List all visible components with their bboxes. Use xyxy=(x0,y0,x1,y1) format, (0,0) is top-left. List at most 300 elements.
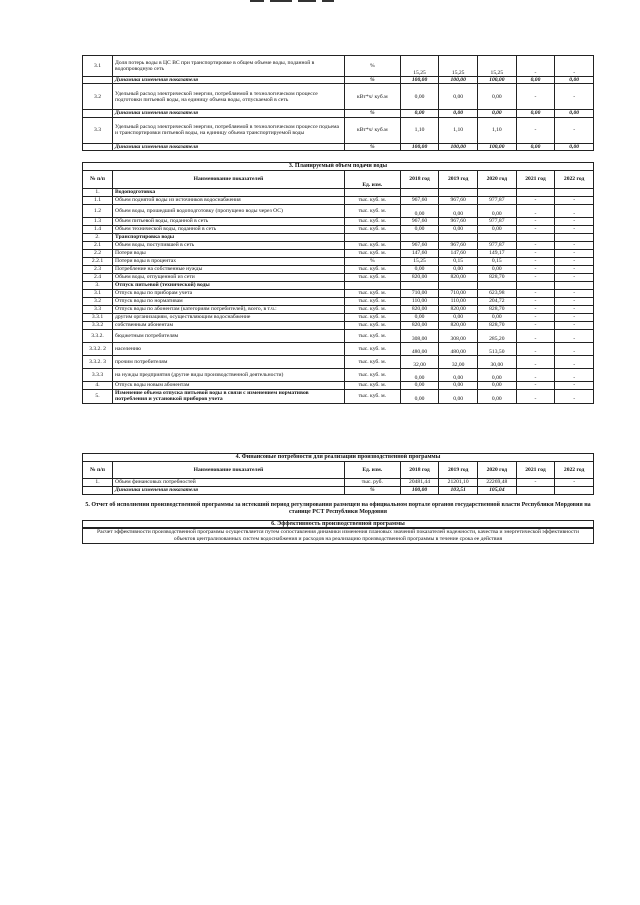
row-number: 2.2.1 xyxy=(83,258,113,266)
row-number: 3.1 xyxy=(83,56,113,77)
value-cell: 0,00 xyxy=(400,390,439,404)
value-cell: 0,00 xyxy=(477,205,516,218)
row-name: Динамика изменения показателя xyxy=(113,143,345,150)
row-number: 1.1 xyxy=(83,197,113,205)
group-row xyxy=(83,189,594,197)
value-cell: 0,15 xyxy=(439,258,478,266)
value-cell xyxy=(477,282,516,290)
value-cell xyxy=(516,487,555,495)
value-cell: 149,17 xyxy=(477,250,516,258)
value-cell: - xyxy=(516,306,555,314)
table-row xyxy=(83,226,594,234)
table-row xyxy=(83,306,594,314)
value-cell xyxy=(516,189,555,197)
header-year: 2018 год xyxy=(400,171,439,189)
value-cell: - xyxy=(516,117,555,143)
value-cell: 820,00 xyxy=(400,322,439,330)
value-cell: 710,00 xyxy=(400,290,439,298)
value-cell xyxy=(400,282,439,290)
value-cell xyxy=(516,282,555,290)
value-cell: - xyxy=(516,479,555,487)
value-cell: 977,87 xyxy=(477,242,516,250)
section5-notice: 5. Отчет об исполнении производственной программы за истекший период регулирования размещен на официальном портале органов государственной власти Республики Мордовия на станице РСТ Республики Мордовия xyxy=(85,502,591,515)
table-row xyxy=(83,84,594,110)
value-cell: 0,00 xyxy=(516,143,555,150)
row-unit: тыс. куб. м. xyxy=(344,226,400,234)
row-unit: тыс. куб. м. xyxy=(344,356,400,369)
value-cell: 820,00 xyxy=(439,306,478,314)
value-cell: - xyxy=(516,242,555,250)
value-cell: 0,00 xyxy=(477,369,516,382)
value-cell: 0,00 xyxy=(516,77,555,84)
table-row xyxy=(83,117,594,143)
value-cell: - xyxy=(555,306,594,314)
value-cell: - xyxy=(516,356,555,369)
row-unit: кВт*ч/ куб.м xyxy=(344,84,400,110)
value-cell: 15,25 xyxy=(439,56,478,77)
financial-needs-table xyxy=(82,453,594,495)
value-cell: 967,60 xyxy=(400,242,439,250)
row-number: 3.3 xyxy=(83,306,113,314)
row-name: Объем воды, поступившей в сеть xyxy=(113,242,345,250)
row-number: 3. xyxy=(83,282,113,290)
value-cell: - xyxy=(516,290,555,298)
row-name: Объем поднятой воды из источников водоснабжения xyxy=(113,197,345,205)
value-cell: 480,00 xyxy=(400,343,439,356)
row-unit: тыс. куб. м. xyxy=(344,369,400,382)
value-cell: 977,87 xyxy=(477,197,516,205)
value-cell: - xyxy=(516,274,555,282)
row-number: 2.1 xyxy=(83,242,113,250)
value-cell: - xyxy=(516,84,555,110)
value-cell: 100,00 xyxy=(400,77,439,84)
value-cell xyxy=(516,234,555,242)
value-cell: 513,50 xyxy=(477,343,516,356)
row-number: 3.3.2. xyxy=(83,330,113,343)
row-unit: % xyxy=(344,77,400,84)
value-cell xyxy=(439,189,478,197)
value-cell: 1,10 xyxy=(400,117,439,143)
row-number: 3.3 xyxy=(83,117,113,143)
group-row xyxy=(83,234,594,242)
table-row xyxy=(83,205,594,218)
value-cell: - xyxy=(516,330,555,343)
row-name: Потери воды в процентах xyxy=(113,258,345,266)
value-cell: 110,00 xyxy=(400,298,439,306)
value-cell xyxy=(400,234,439,242)
table-row xyxy=(83,298,594,306)
value-cell: 0,00 xyxy=(400,84,439,110)
indicators-table xyxy=(82,55,594,151)
value-cell: 15,25 xyxy=(400,56,439,77)
value-cell: 0,00 xyxy=(439,382,478,390)
value-cell: 828,70 xyxy=(477,306,516,314)
value-cell: 0,00 xyxy=(400,226,439,234)
value-cell xyxy=(477,189,516,197)
value-cell: - xyxy=(555,330,594,343)
table-row xyxy=(83,479,594,487)
row-name: Удельный расход электрической энергии, потребляемой в технологическом процессе подъема и транспортировки питьевой воды, на единицу объема транспортируемой воды xyxy=(113,117,345,143)
header-unit: Ед. изм. xyxy=(344,462,400,479)
row-number xyxy=(83,110,113,117)
value-cell: - xyxy=(555,218,594,226)
value-cell: 285,20 xyxy=(477,330,516,343)
value-cell: - xyxy=(555,205,594,218)
row-number: 5. xyxy=(83,390,113,404)
value-cell xyxy=(555,234,594,242)
value-cell: - xyxy=(555,390,594,404)
row-number: 1.4 xyxy=(83,226,113,234)
row-name: Потребление на собственные нужды xyxy=(113,266,345,274)
table-row xyxy=(83,330,594,343)
header-name: Наименование показателей xyxy=(113,171,345,189)
value-cell: 967,60 xyxy=(400,218,439,226)
table-row xyxy=(83,356,594,369)
value-cell xyxy=(555,189,594,197)
value-cell: - xyxy=(516,314,555,322)
value-cell: 0,00 xyxy=(516,110,555,117)
value-cell: 147,60 xyxy=(400,250,439,258)
value-cell: 0,00 xyxy=(477,390,516,404)
value-cell: 0,00 xyxy=(477,266,516,274)
value-cell: - xyxy=(516,250,555,258)
value-cell: 30,00 xyxy=(477,356,516,369)
value-cell xyxy=(439,282,478,290)
value-cell: - xyxy=(555,258,594,266)
value-cell: - xyxy=(555,479,594,487)
value-cell: 100,00 xyxy=(400,143,439,150)
value-cell: 820,00 xyxy=(439,274,478,282)
row-number: 4. xyxy=(83,382,113,390)
value-cell: 0,00 xyxy=(400,205,439,218)
section6-title: 6. Эффективность производственной программы xyxy=(82,520,594,529)
row-unit: тыс. куб. м. xyxy=(344,290,400,298)
value-cell: - xyxy=(555,84,594,110)
row-name: Отпуск воды новым абонентам xyxy=(113,382,345,390)
value-cell: 32,00 xyxy=(400,356,439,369)
row-number: 3.3.2. 3 xyxy=(83,356,113,369)
value-cell: 0,00 xyxy=(555,77,594,84)
value-cell: 0,00 xyxy=(555,143,594,150)
value-cell: - xyxy=(516,226,555,234)
value-cell: 0,00 xyxy=(400,369,439,382)
row-unit: тыс. куб. м. xyxy=(344,390,400,404)
row-name: Потери воды xyxy=(113,250,345,258)
value-cell: - xyxy=(516,369,555,382)
row-unit: кВт*ч/ куб.м xyxy=(344,117,400,143)
value-cell: 147,60 xyxy=(439,250,478,258)
value-cell: - xyxy=(555,298,594,306)
table-row xyxy=(83,322,594,330)
table-row xyxy=(83,369,594,382)
value-cell: - xyxy=(555,343,594,356)
value-cell: 0,00 xyxy=(439,390,478,404)
header-year: 2022 год xyxy=(555,462,594,479)
row-name: собственным абонентам xyxy=(113,322,345,330)
value-cell: - xyxy=(555,266,594,274)
row-unit: тыс. куб. м. xyxy=(344,266,400,274)
value-cell: 0,00 xyxy=(400,266,439,274)
header-year: 2021 год xyxy=(516,171,555,189)
table-row xyxy=(83,314,594,322)
row-number: 1. xyxy=(83,479,113,487)
value-cell: 15,25 xyxy=(400,258,439,266)
value-cell: 1,10 xyxy=(439,117,478,143)
header-year: 2020 год xyxy=(477,462,516,479)
value-cell: 100,00 xyxy=(439,77,478,84)
value-cell: 0,00 xyxy=(439,110,478,117)
value-cell: - xyxy=(516,258,555,266)
value-cell: 967,60 xyxy=(439,197,478,205)
value-cell: 110,00 xyxy=(439,298,478,306)
row-unit: % xyxy=(344,110,400,117)
row-name: Объем воды, отпущенной из сети xyxy=(113,274,345,282)
table-row xyxy=(83,242,594,250)
row-unit: % xyxy=(344,487,400,495)
value-cell: 967,60 xyxy=(439,218,478,226)
value-cell: 0,00 xyxy=(439,369,478,382)
table-row xyxy=(83,197,594,205)
header-year: 2022 год xyxy=(555,171,594,189)
value-cell: 710,00 xyxy=(439,290,478,298)
header-year: 2019 год xyxy=(439,462,478,479)
value-cell: - xyxy=(516,298,555,306)
row-unit: тыс. куб. м. xyxy=(344,314,400,322)
header-name: Наименование показателей xyxy=(113,462,345,479)
row-name: другим организациям, осуществляющим водоснабжение xyxy=(113,314,345,322)
row-unit: тыс. куб. м. xyxy=(344,343,400,356)
row-number: 3.3.3 xyxy=(83,369,113,382)
table-row xyxy=(83,343,594,356)
value-cell: 204,72 xyxy=(477,298,516,306)
value-cell: 480,00 xyxy=(439,343,478,356)
value-cell: 820,00 xyxy=(439,322,478,330)
value-cell: 0,15 xyxy=(477,258,516,266)
value-cell: - xyxy=(516,382,555,390)
header-num: № п/п xyxy=(83,171,113,189)
value-cell: - xyxy=(516,390,555,404)
value-cell: - xyxy=(516,205,555,218)
row-name: прочим потребителям xyxy=(113,356,345,369)
value-cell: 100,00 xyxy=(478,143,517,150)
value-cell: 22269,48 xyxy=(477,479,516,487)
value-cell: 623,98 xyxy=(477,290,516,298)
row-name: Динамика изменения показателя xyxy=(113,487,345,495)
row-unit: тыс. куб. м. xyxy=(344,274,400,282)
table-row xyxy=(83,218,594,226)
row-name: на нужды предприятия (другие виды производственной деятельности) xyxy=(113,369,345,382)
header-year: 2018 год xyxy=(400,462,439,479)
row-number xyxy=(83,143,113,150)
row-number: 3.2 xyxy=(83,298,113,306)
row-name: Динамика изменения показателя xyxy=(113,110,345,117)
row-name: Транспортировка воды xyxy=(113,234,345,242)
dynamics-row xyxy=(83,77,594,84)
header-year: 2021 год xyxy=(516,462,555,479)
group-row xyxy=(83,282,594,290)
value-cell: - xyxy=(516,197,555,205)
row-unit: тыс. руб. xyxy=(344,479,400,487)
value-cell: 100,00 xyxy=(478,77,517,84)
row-unit: тыс. куб. м. xyxy=(344,298,400,306)
row-name: Отпуск воды по абонентам (категориям потребителей), всего, в т.ч.: xyxy=(113,306,345,314)
value-cell: 15,25 xyxy=(478,56,517,77)
row-unit: тыс. куб. м. xyxy=(344,218,400,226)
row-number: 3.1 xyxy=(83,290,113,298)
value-cell: 828,70 xyxy=(477,274,516,282)
row-number: 3.3.2 xyxy=(83,322,113,330)
row-number: 2.2 xyxy=(83,250,113,258)
row-name: Водоподготовка xyxy=(113,189,345,197)
value-cell: 100,00 xyxy=(400,487,439,495)
row-unit xyxy=(344,189,400,197)
value-cell: - xyxy=(555,290,594,298)
value-cell: - xyxy=(516,56,555,77)
value-cell: 100,00 xyxy=(439,143,478,150)
row-unit: тыс. куб. м. xyxy=(344,322,400,330)
value-cell: - xyxy=(516,322,555,330)
row-unit: тыс. куб. м. xyxy=(344,250,400,258)
value-cell: 105,04 xyxy=(477,487,516,495)
value-cell: 0,00 xyxy=(477,382,516,390)
section3-title: 3. Планируемый объем подачи воды xyxy=(83,163,594,171)
row-name: Изменение объема отпуска питьевой воды в связи с изменением нормативов потребления и установкой приборов учета xyxy=(113,390,345,404)
value-cell: - xyxy=(555,242,594,250)
water-supply-table xyxy=(82,162,594,404)
value-cell: - xyxy=(555,56,594,77)
row-number: 3.2 xyxy=(83,84,113,110)
value-cell: - xyxy=(555,226,594,234)
value-cell: 0,00 xyxy=(400,382,439,390)
value-cell: 32,00 xyxy=(439,356,478,369)
value-cell: 0,00 xyxy=(400,314,439,322)
row-unit: тыс. куб. м. xyxy=(344,306,400,314)
table-row xyxy=(83,250,594,258)
value-cell: 0,00 xyxy=(555,110,594,117)
row-name: бюджетным потребителям xyxy=(113,330,345,343)
value-cell: - xyxy=(555,356,594,369)
row-number: 2.4 xyxy=(83,274,113,282)
row-unit: % xyxy=(344,143,400,150)
row-number: 1.3 xyxy=(83,218,113,226)
value-cell: - xyxy=(516,343,555,356)
value-cell: 0,00 xyxy=(478,84,517,110)
value-cell xyxy=(477,234,516,242)
value-cell: - xyxy=(516,218,555,226)
value-cell: - xyxy=(555,250,594,258)
table-row xyxy=(83,390,594,404)
dynamics-row xyxy=(83,487,594,495)
value-cell: 20481,44 xyxy=(400,479,439,487)
section4-title: 4. Финансовые потребности для реализации производственной программы xyxy=(83,454,594,462)
value-cell: 0,00 xyxy=(439,314,478,322)
header-unit: Ед. изм. xyxy=(344,171,400,189)
table-row xyxy=(83,290,594,298)
value-cell: 967,60 xyxy=(400,197,439,205)
value-cell: 0,00 xyxy=(478,110,517,117)
value-cell: 820,00 xyxy=(400,274,439,282)
row-name: Отпуск воды по нормативам xyxy=(113,298,345,306)
row-name: Отпуск питьевой (технической) воды xyxy=(113,282,345,290)
value-cell: 103,51 xyxy=(439,487,478,495)
value-cell: - xyxy=(555,197,594,205)
row-name: Удельный расход электрической энергии, потребляемой в технологическом процессе подготовки питьевой воды, на единицу объема воды, отпускаемой в сеть xyxy=(113,84,345,110)
value-cell: 820,00 xyxy=(400,306,439,314)
value-cell xyxy=(555,282,594,290)
row-name: населению xyxy=(113,343,345,356)
row-unit xyxy=(344,234,400,242)
row-unit: тыс. куб. м. xyxy=(344,382,400,390)
row-name: Объем финансовых потребностей xyxy=(113,479,345,487)
value-cell: 977,87 xyxy=(477,218,516,226)
table-row xyxy=(83,266,594,274)
value-cell: - xyxy=(555,274,594,282)
row-number: 3.3.1 xyxy=(83,314,113,322)
value-cell: 308,00 xyxy=(439,330,478,343)
row-number xyxy=(83,77,113,84)
value-cell: 308,00 xyxy=(400,330,439,343)
value-cell: - xyxy=(555,314,594,322)
value-cell: 21201,10 xyxy=(439,479,478,487)
row-unit: тыс. куб. м. xyxy=(344,242,400,250)
value-cell: 967,60 xyxy=(439,242,478,250)
dynamics-row xyxy=(83,110,594,117)
row-number: 2. xyxy=(83,234,113,242)
header-year: 2019 год xyxy=(439,171,478,189)
row-name: Объем технической воды, поданной в сеть xyxy=(113,226,345,234)
value-cell xyxy=(555,487,594,495)
row-unit: тыс. куб. м. xyxy=(344,197,400,205)
header-year: 2020 год xyxy=(477,171,516,189)
value-cell: 0,00 xyxy=(439,226,478,234)
dynamics-row xyxy=(83,143,594,150)
row-unit: тыс. куб. м. xyxy=(344,205,400,218)
value-cell: 0,00 xyxy=(439,84,478,110)
value-cell: - xyxy=(555,382,594,390)
scan-top-marks xyxy=(250,0,390,4)
value-cell: 828,70 xyxy=(477,322,516,330)
row-name: Отпуск воды по приборам учета xyxy=(113,290,345,298)
header-num: № п/п xyxy=(83,462,113,479)
table-row xyxy=(83,382,594,390)
value-cell xyxy=(400,189,439,197)
row-unit: % xyxy=(344,56,400,77)
value-cell: - xyxy=(555,322,594,330)
row-number: 3.3.2. 2 xyxy=(83,343,113,356)
row-name: Доля потерь воды в ЦС ВС при транспортировке в общем объеме воды, поданной в водопроводную сеть xyxy=(113,56,345,77)
table-row xyxy=(83,56,594,77)
value-cell: 0,00 xyxy=(477,314,516,322)
row-name: Объем питьевой воды, поданной в сеть xyxy=(113,218,345,226)
row-number xyxy=(83,487,113,495)
value-cell: - xyxy=(555,117,594,143)
value-cell: 0,00 xyxy=(477,226,516,234)
value-cell xyxy=(439,234,478,242)
row-name: Объем воды, прошедший водоподготовку (пропущено воды через ОС) xyxy=(113,205,345,218)
row-unit xyxy=(344,282,400,290)
value-cell: - xyxy=(555,369,594,382)
row-unit: тыс. куб. м. xyxy=(344,330,400,343)
value-cell: 1,10 xyxy=(478,117,517,143)
table-row xyxy=(83,258,594,266)
row-number: 2.3 xyxy=(83,266,113,274)
row-number: 1. xyxy=(83,189,113,197)
value-cell: 0,00 xyxy=(439,266,478,274)
table-row xyxy=(83,274,594,282)
section6-text: Расчет эффективности производственной программы осуществляется путем сопоставления динамики изменения плановых значений показателей надежности, качества и энергетической эффективности объектов централизованных систем водоснабжения и расходов на реализацию производственной программы в течение срока ее действия xyxy=(82,527,594,544)
value-cell: 0,00 xyxy=(439,205,478,218)
row-number: 1.2 xyxy=(83,205,113,218)
